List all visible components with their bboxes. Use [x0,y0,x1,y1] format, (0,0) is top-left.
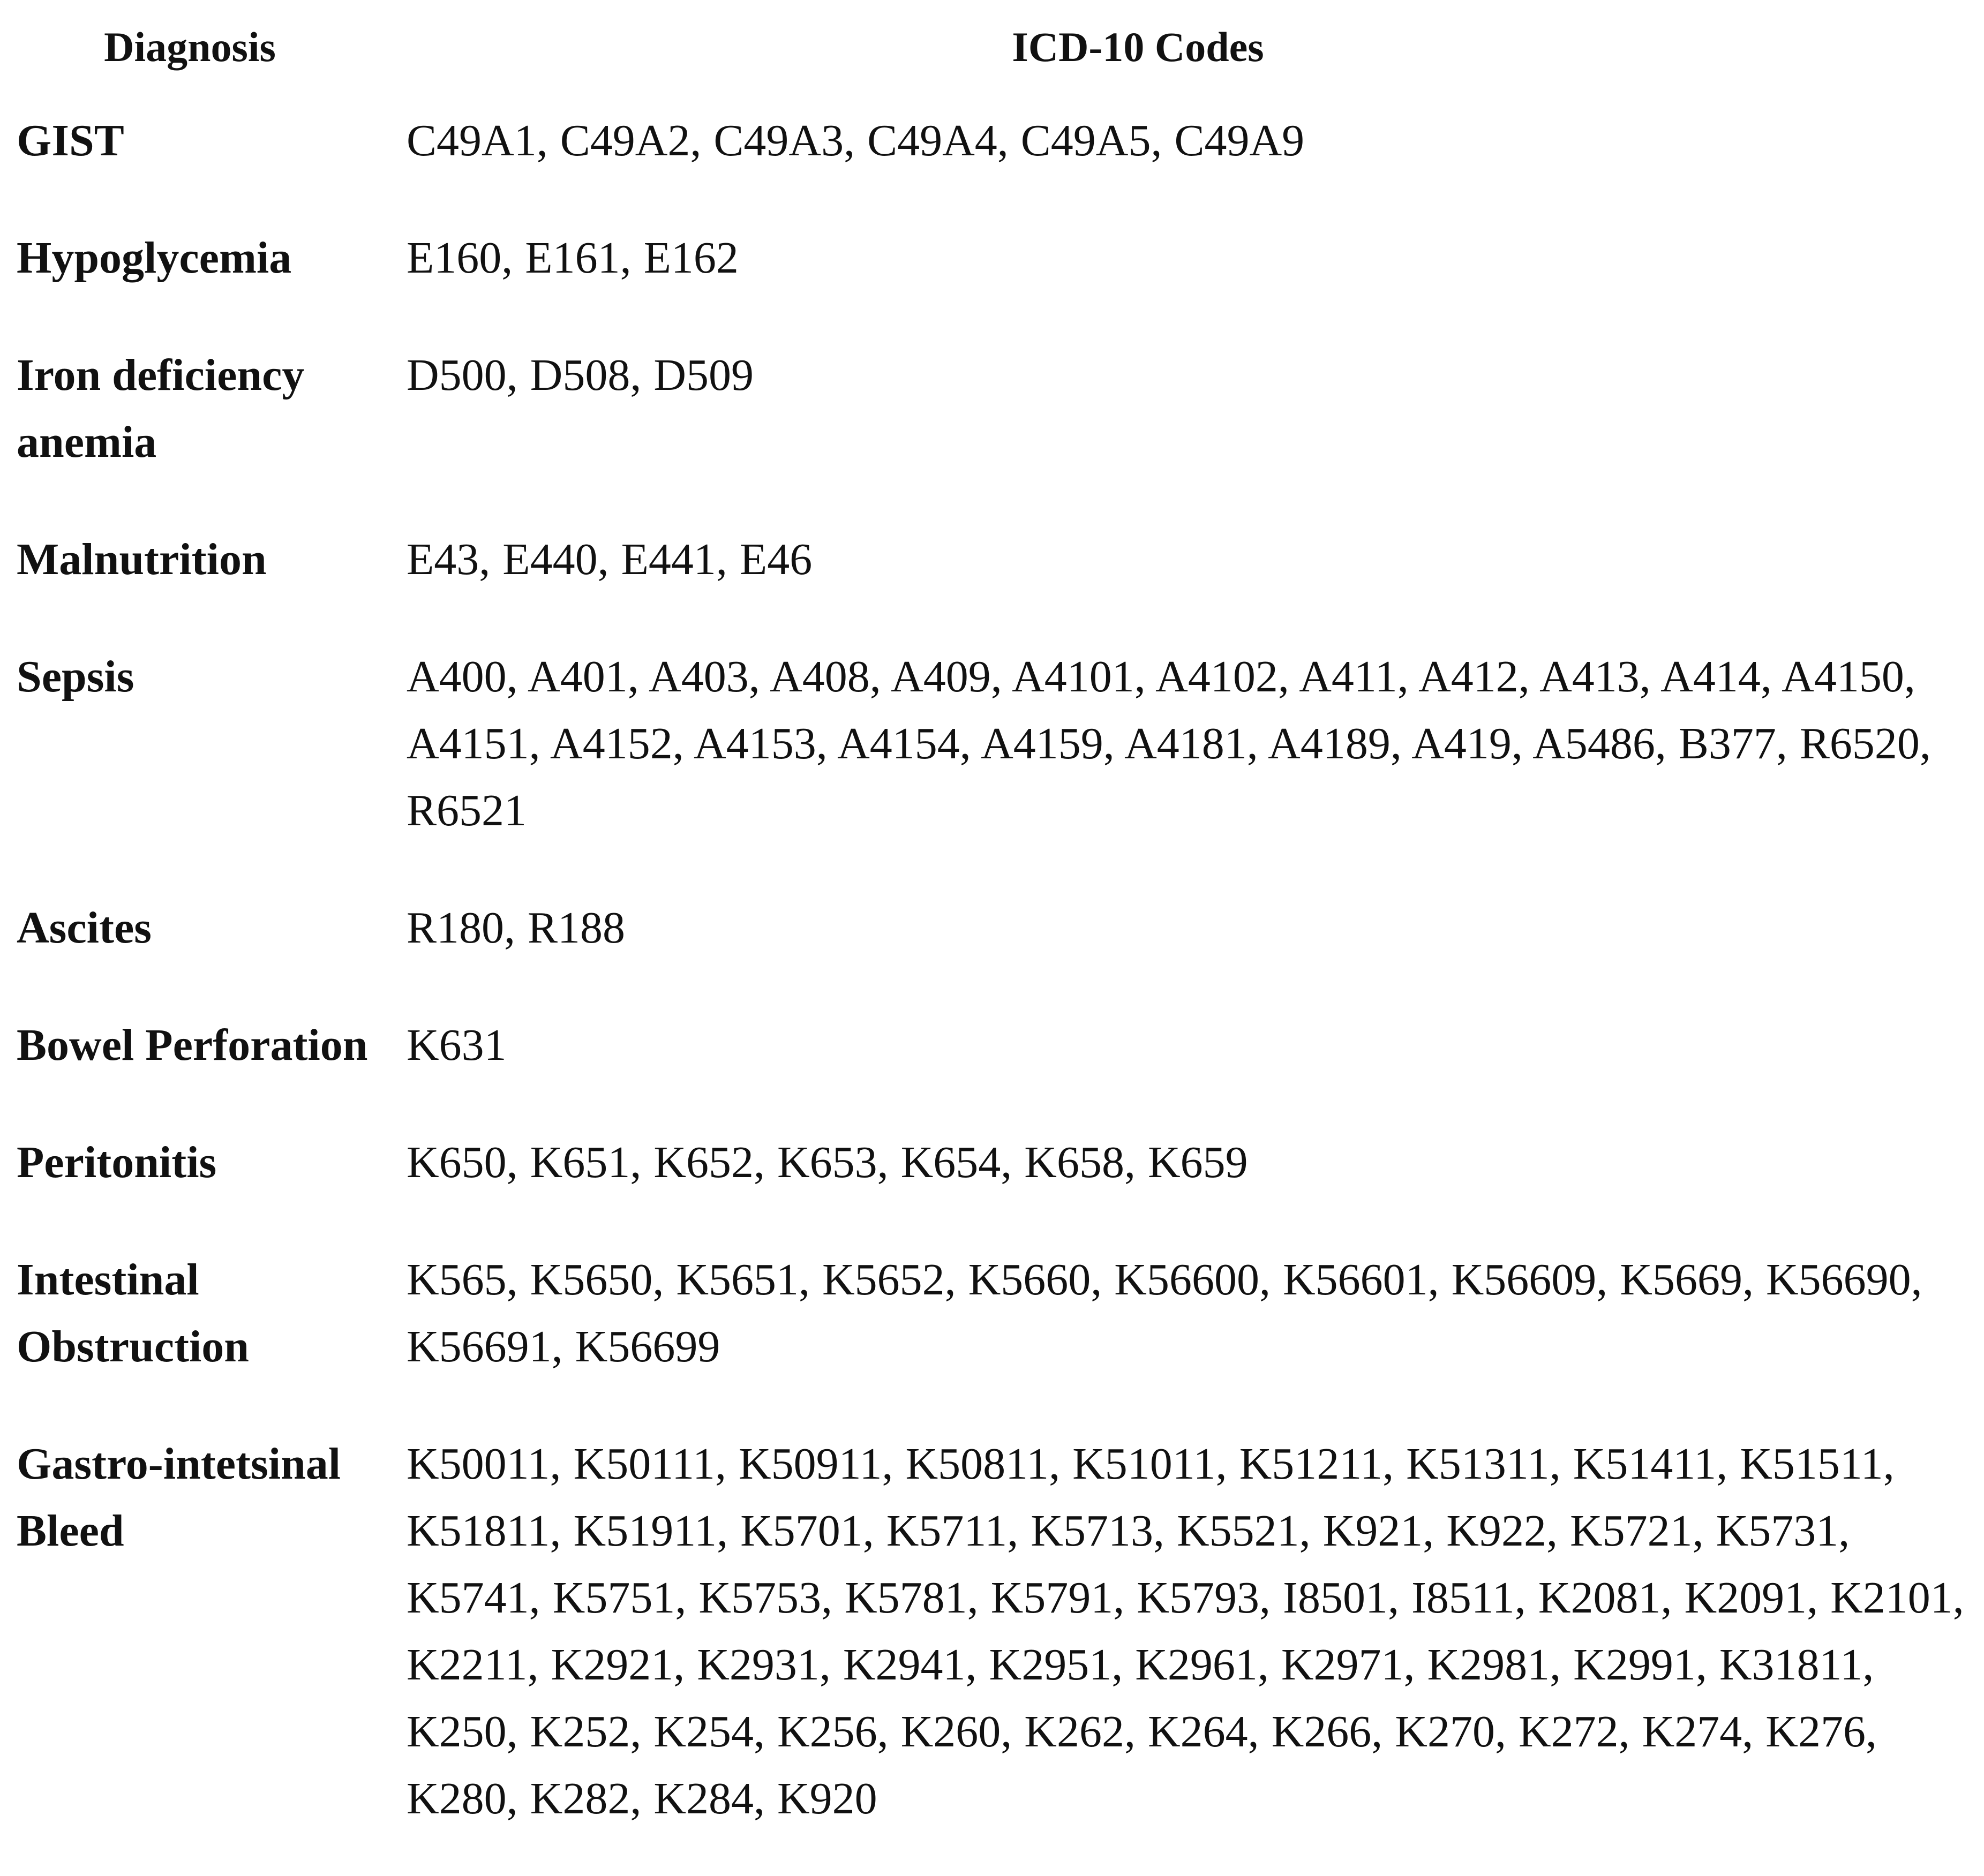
diagnosis-cell: Gastro-intetsinal Bleed [17,1439,341,1556]
table-row [16,1122,1966,1240]
diagnosis-cell: Sepsis [17,652,134,702]
diagnosis-cell: GIST [17,116,124,165]
codes-cell: K631 [407,1020,507,1070]
codes-cell: K650, K651, K652, K653, K654, K658, K659 [407,1137,1248,1187]
codes-cell: R180, R188 [407,903,626,953]
codes-cell: C49A1, C49A2, C49A3, C49A4, C49A5, C49A9 [407,116,1305,165]
table-body [16,101,1966,1876]
table-header [16,0,1966,101]
diagnosis-cell: Bowel Perforation [17,1020,368,1070]
codes-cell: A400, A401, A403, A408, A409, A4101, A4102, A411, A412, A413, A414, A4150, A4151, A4152, A4153, A4154, A4159, A4181, A4189, A419, A5486, B377, R6520, R6521 [407,652,1931,835]
icd10-codes-table-container [16,0,1966,1876]
table-row [16,1005,1966,1122]
table-row [16,218,1966,335]
table-row [16,519,1966,637]
table-row [16,1240,1966,1424]
diagnosis-cell: Hypoglycemia [17,233,292,283]
codes-cell: E160, E161, E162 [407,233,739,283]
codes-cell: E43, E440, E441, E46 [407,534,813,584]
diagnosis-column-header: Diagnosis [104,24,276,70]
codes-cell: K50011, K50111, K50911, K50811, K51011, K51211, K51311, K51411, K51511, K51811, K51911, K5701, K5711, K5713, K5521, K921, K922, K5721, K5731, K5741, K5751, K5753, K5781, K5791, K5793, I8501, I8511, K2081, K2091, K2101, K2211, K2921, K2931, K2941, K2951, K2961, K2971, K2981, K2991, K31811, K250, K252, K254, K256, K260, K262, K264, K266, K270, K272, K274, K276, K280, K282, K284, K920 [407,1439,1964,1824]
diagnosis-cell: Intestinal Obstruction [17,1255,250,1372]
diagnosis-cell: Ascites [17,903,152,953]
codes-cell: K565, K5650, K5651, K5652, K5660, K56600, K56601, K56609, K5669, K56690, K56691, K56699 [407,1255,1922,1372]
table-row [16,1424,1966,1876]
diagnosis-cell: Iron deficiency anemia [17,350,305,467]
icd10-codes-table [16,0,1966,1876]
table-row [16,637,1966,888]
icd10-codes-column-header: ICD-10 Codes [1012,24,1264,70]
table-row [16,335,1966,519]
diagnosis-cell: Peritonitis [17,1137,217,1187]
diagnosis-cell: Malnutrition [17,534,267,584]
table-row [16,888,1966,1005]
table-row [16,101,1966,218]
codes-cell: D500, D508, D509 [407,350,754,400]
header-row [16,0,1966,101]
